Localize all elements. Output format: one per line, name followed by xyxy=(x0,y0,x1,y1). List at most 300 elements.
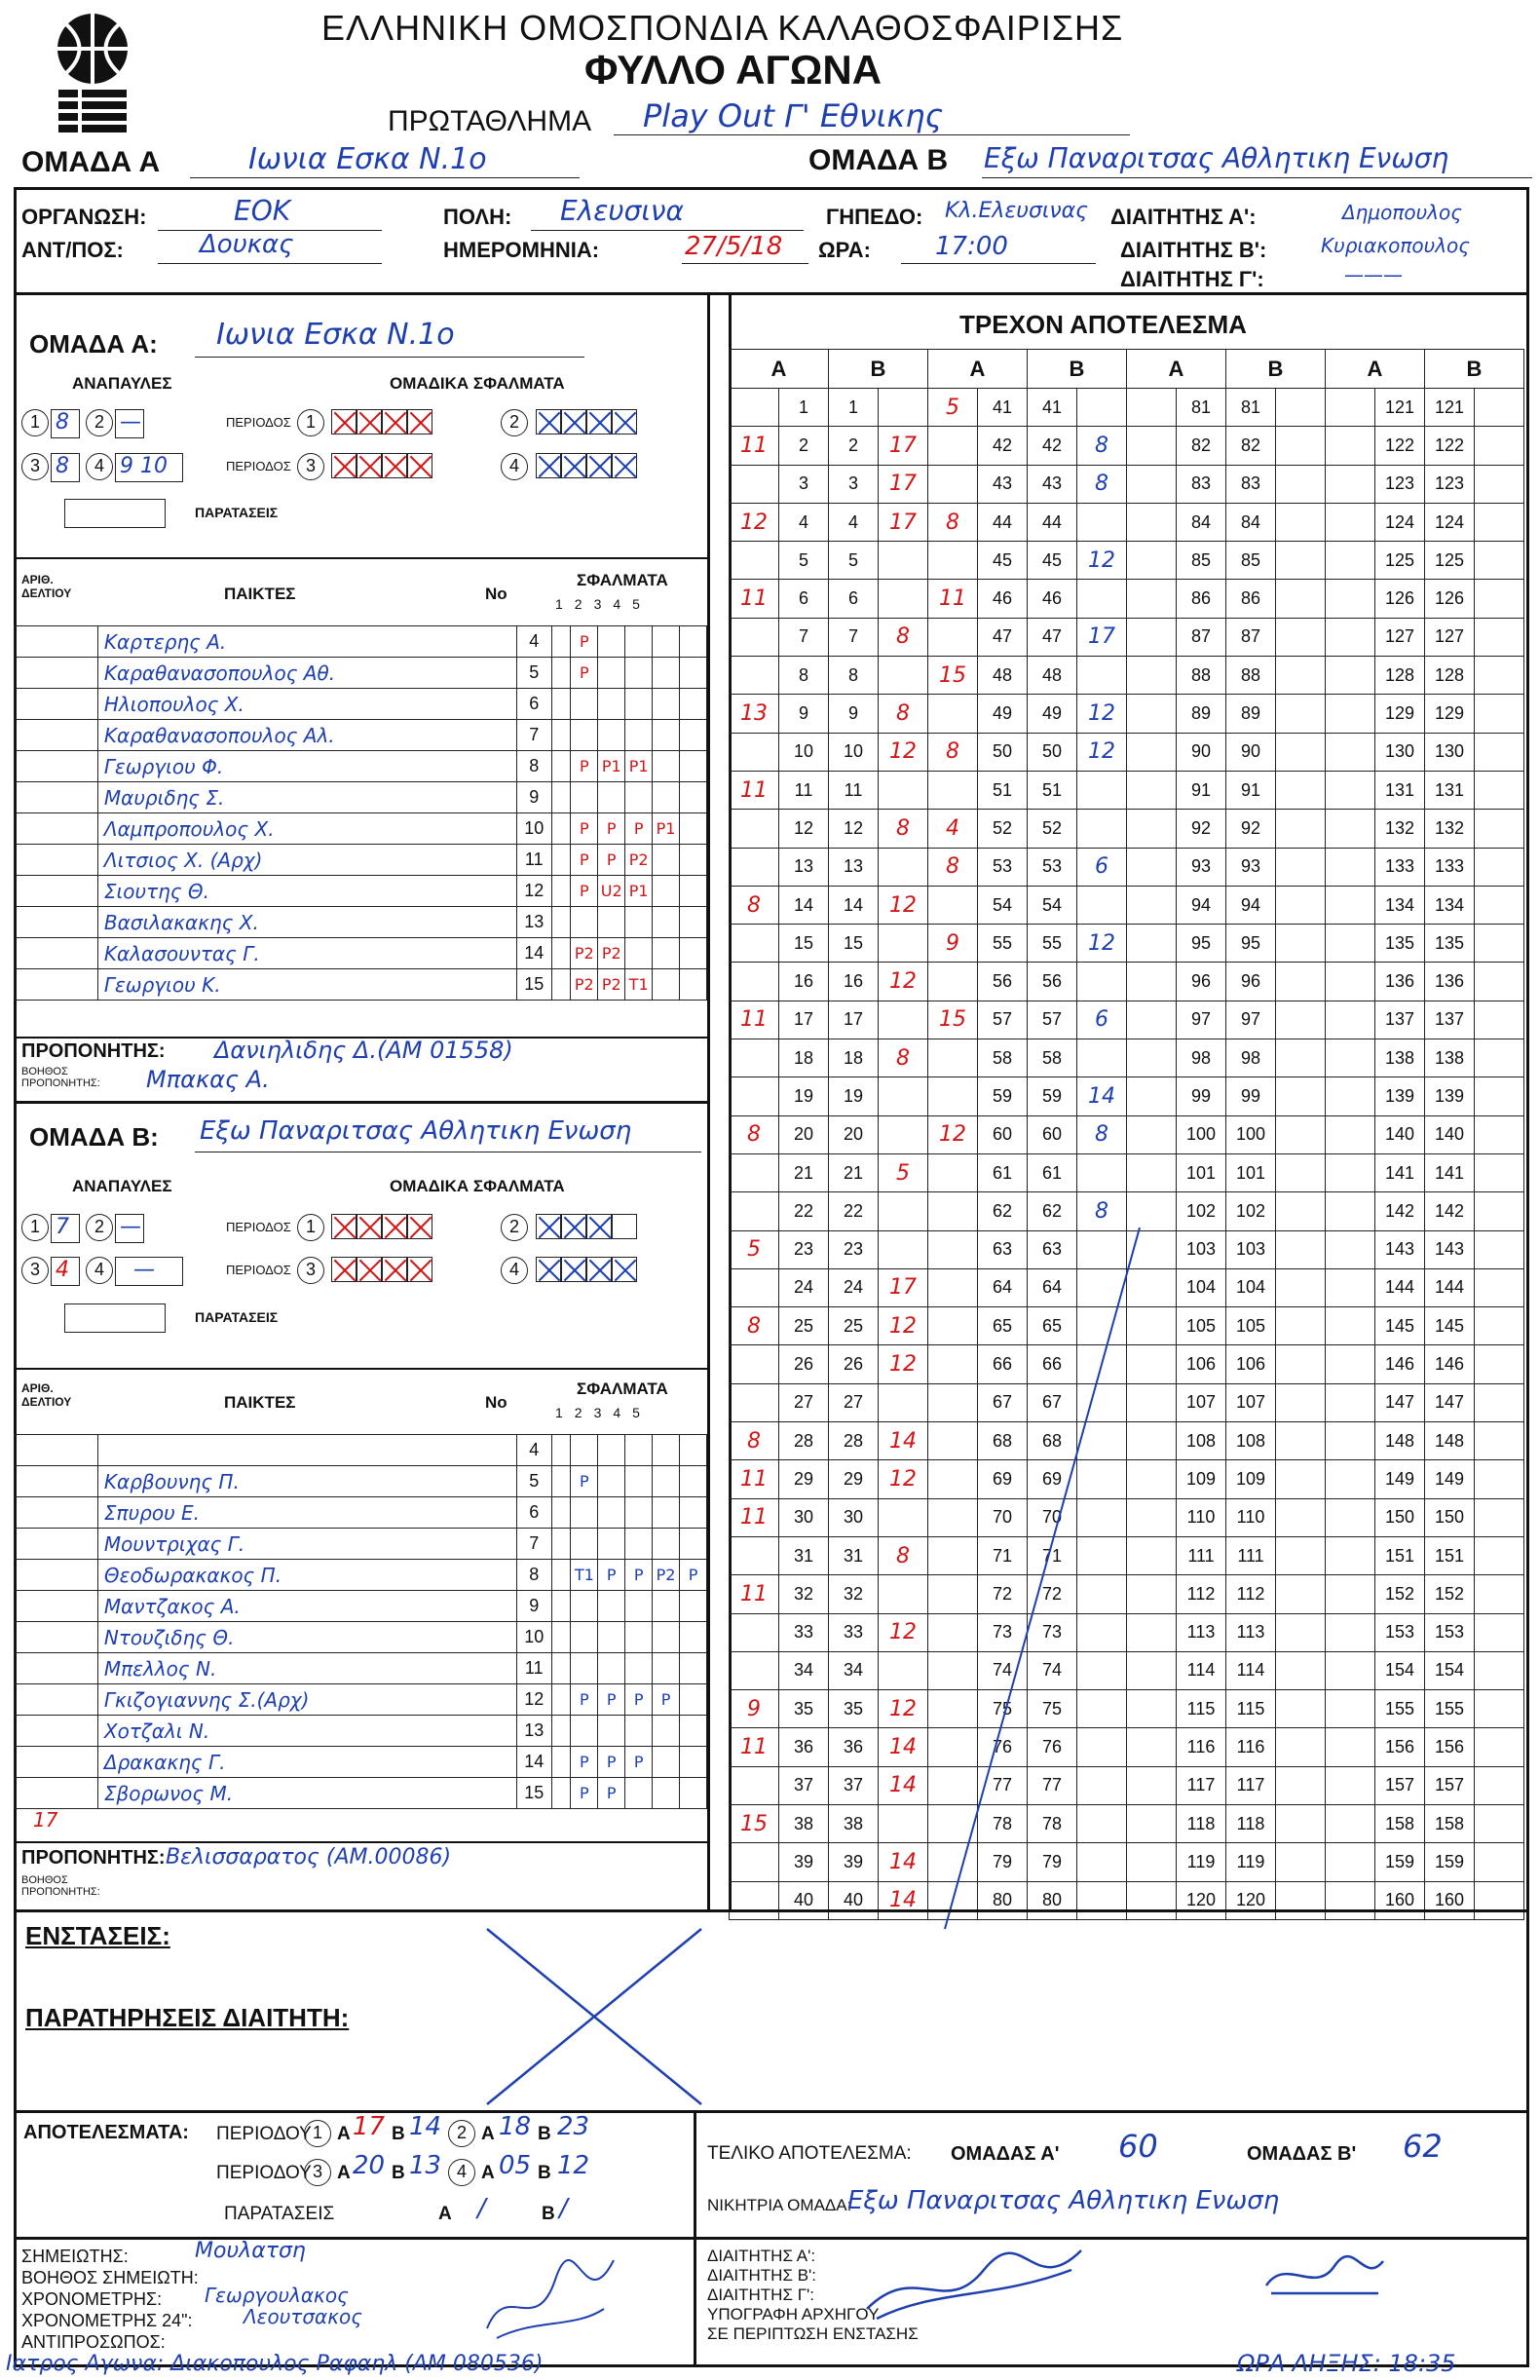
score-num-a: 57 xyxy=(978,1001,1028,1039)
score-num-b: 99 xyxy=(1226,1077,1276,1115)
starter-mark xyxy=(552,1591,571,1622)
score-num-a: 5 xyxy=(779,542,829,580)
p3-b: 13 xyxy=(409,2151,442,2180)
score-num-b: 66 xyxy=(1028,1345,1077,1383)
score-num-b: 15 xyxy=(829,925,879,963)
player-number: 11 xyxy=(516,1653,552,1684)
score-mark-a: 8 xyxy=(928,848,978,886)
score-num-a: 93 xyxy=(1177,848,1226,886)
score-mark-b xyxy=(879,657,928,695)
score-mark-a xyxy=(1326,1575,1375,1613)
score-num-a: 71 xyxy=(978,1536,1028,1574)
score-num-a: 62 xyxy=(978,1192,1028,1230)
score-col-header: Β xyxy=(829,350,928,389)
score-num-b: 63 xyxy=(1028,1230,1077,1268)
score-num-a: 144 xyxy=(1375,1268,1425,1306)
score-mark-b: 8 xyxy=(879,810,928,848)
score-num-a: 129 xyxy=(1375,695,1425,733)
player-number: 10 xyxy=(516,813,552,845)
fouls-numbers: 12345 xyxy=(555,596,652,612)
player-number: 6 xyxy=(516,689,552,720)
score-num-b: 154 xyxy=(1425,1651,1475,1689)
score-mark-b xyxy=(1475,1498,1524,1536)
score-mark-b xyxy=(1276,1728,1326,1766)
score-mark-b xyxy=(1276,1422,1326,1460)
score-mark-a: 15 xyxy=(730,1804,779,1842)
res-a-label-2: A xyxy=(481,2124,495,2144)
score-num-b: 153 xyxy=(1425,1613,1475,1651)
team-b-foul-p4-4 xyxy=(612,1257,637,1282)
score-mark-a: 8 xyxy=(730,1422,779,1460)
representative-label: ΑΝΤΙΠΡΟΣΩΠΟΣ: xyxy=(21,2332,166,2352)
date-value: 27/5/18 xyxy=(685,232,783,261)
team-a-foul-p1-2 xyxy=(357,409,382,434)
score-mark-b xyxy=(879,925,928,963)
team-a-to-3: 8 xyxy=(51,453,80,482)
foul-cell xyxy=(571,720,598,751)
championship-label: ΠΡΩΤΑΘΛΗΜΑ xyxy=(388,105,592,137)
score-num-a: 3 xyxy=(779,465,829,503)
score-mark-b xyxy=(879,389,928,427)
score-mark-a xyxy=(1326,1881,1375,1919)
score-mark-b: 12 xyxy=(879,733,928,771)
score-mark-a xyxy=(730,1039,779,1077)
rep-value: Δουκας xyxy=(200,230,294,259)
federation-name: ΕΛΛΗΝΙΚΗ ΟΜΟΣΠΟΝΔΙΑ ΚΑΛΑΘΟΣΦΑΙΡΙΣΗΣ xyxy=(321,8,1124,48)
score-num-b: 132 xyxy=(1425,810,1475,848)
score-num-b: 27 xyxy=(829,1383,879,1421)
score-mark-b xyxy=(1475,925,1524,963)
foul-cell xyxy=(653,1466,680,1497)
score-num-a: 75 xyxy=(978,1690,1028,1728)
license-cell xyxy=(15,907,98,938)
score-row xyxy=(730,963,1524,1001)
score-mark-a xyxy=(1127,886,1177,924)
team-a-foul-p3-1 xyxy=(331,453,357,478)
starter-mark xyxy=(552,1466,571,1497)
score-num-b: 11 xyxy=(829,771,879,809)
player-name: Καρβουνης Π. xyxy=(97,1466,516,1497)
score-num-b: 138 xyxy=(1425,1039,1475,1077)
score-num-a: 125 xyxy=(1375,542,1425,580)
team-a-coach-label: ΠΡΟΠΟΝΗΤΗΣ: xyxy=(21,1040,166,1062)
score-mark-b xyxy=(879,1115,928,1153)
score-num-a: 138 xyxy=(1375,1039,1425,1077)
team-b-to-1: 7 xyxy=(51,1214,80,1243)
score-mark-b xyxy=(1276,1575,1326,1613)
license-cell xyxy=(15,1591,98,1622)
player-name: Θεοδωρακακος Π. xyxy=(97,1560,516,1591)
license-cell xyxy=(15,969,98,1001)
score-mark-b xyxy=(1077,503,1127,541)
score-num-b: 158 xyxy=(1425,1804,1475,1842)
team-b-fouls-label: ΟΜΑΔΙΚΑ ΣΦΑΛΜΑΤΑ xyxy=(390,1177,565,1195)
foul-cell: P xyxy=(598,845,625,876)
score-mark-a xyxy=(1127,1039,1177,1077)
ref2-value: Κυριακοπουλος xyxy=(1321,234,1471,257)
foul-cell: P xyxy=(680,1560,707,1591)
score-mark-b xyxy=(1475,542,1524,580)
score-mark-b xyxy=(1475,503,1524,541)
score-num-b: 42 xyxy=(1028,427,1077,465)
score-mark-a: 8 xyxy=(730,886,779,924)
score-num-b: 29 xyxy=(829,1460,879,1498)
score-mark-a xyxy=(1326,1728,1375,1766)
score-num-b: 137 xyxy=(1425,1001,1475,1039)
ref1-label: ΔΙΑΙΤΗΤΗΣ Α': xyxy=(1110,205,1257,229)
foul-cell xyxy=(625,689,653,720)
score-num-a: 137 xyxy=(1375,1001,1425,1039)
foul-cell xyxy=(625,1497,653,1529)
foul-cell xyxy=(653,969,680,1001)
score-num-a: 65 xyxy=(978,1307,1028,1345)
foul-cell xyxy=(680,626,707,658)
score-mark-a xyxy=(730,733,779,771)
foul-cell: P xyxy=(598,813,625,845)
score-num-b: 108 xyxy=(1226,1422,1276,1460)
void-lines xyxy=(701,1228,1247,1948)
score-mark-a xyxy=(1326,1345,1375,1383)
score-num-b: 58 xyxy=(1028,1039,1077,1077)
score-num-a: 15 xyxy=(779,925,829,963)
score-num-a: 50 xyxy=(978,733,1028,771)
team-a-asst-coach: Μπακας Α. xyxy=(146,1066,270,1093)
player-number: 7 xyxy=(516,720,552,751)
score-num-b: 100 xyxy=(1226,1115,1276,1153)
team-a-foul-p2-3 xyxy=(586,409,612,434)
referee-signature xyxy=(857,2241,1091,2328)
score-row xyxy=(730,580,1524,618)
score-mark-a xyxy=(1127,733,1177,771)
score-mark-a: 11 xyxy=(730,1460,779,1498)
city-value: Ελευσινα xyxy=(560,195,684,227)
score-mark-b: 12 xyxy=(879,1460,928,1498)
res-b-label-1: B xyxy=(392,2124,405,2144)
score-num-a: 107 xyxy=(1177,1383,1226,1421)
score-mark-a xyxy=(928,427,978,465)
foul-cell xyxy=(571,1435,598,1466)
score-mark-b: 12 xyxy=(1077,925,1127,963)
foul-cell: P xyxy=(571,845,598,876)
score-mark-a xyxy=(928,771,978,809)
score-mark-b xyxy=(1475,657,1524,695)
score-num-a: 84 xyxy=(1177,503,1226,541)
score-mark-a xyxy=(1326,1651,1375,1689)
period-circle-3: 3 xyxy=(297,453,324,480)
foul-cell xyxy=(680,876,707,907)
team-a-coach: Δανιηλιδης Δ.(ΑΜ 01558) xyxy=(214,1037,513,1064)
score-mark-b xyxy=(879,848,928,886)
score-mark-b xyxy=(1276,1077,1326,1115)
score-mark-b: 12 xyxy=(1077,733,1127,771)
foul-cell xyxy=(625,1778,653,1809)
score-mark-b: 8 xyxy=(1077,465,1127,503)
b-timeout-circle-1: 1 xyxy=(21,1214,49,1241)
timeout-circle-4: 4 xyxy=(86,453,113,480)
score-mark-b xyxy=(1475,1192,1524,1230)
time-label: ΩΡΑ: xyxy=(818,238,871,262)
license-cell xyxy=(15,626,98,658)
score-mark-a xyxy=(1326,1422,1375,1460)
player-number: 5 xyxy=(516,1466,552,1497)
score-mark-a: 8 xyxy=(730,1307,779,1345)
score-mark-b xyxy=(1475,771,1524,809)
score-mark-a xyxy=(730,810,779,848)
b-timeout-circle-2: 2 xyxy=(86,1214,113,1241)
foul-cell xyxy=(653,1778,680,1809)
team-a-to-4: 9 10 xyxy=(115,453,183,482)
player-number: 15 xyxy=(516,969,552,1001)
score-num-b: 129 xyxy=(1425,695,1475,733)
b-players-header: ΠΑΙΚΤΕΣ xyxy=(224,1393,296,1412)
score-mark-b: 12 xyxy=(879,1345,928,1383)
team-b-foul-p4-2 xyxy=(561,1257,586,1282)
score-num-a: 2 xyxy=(779,427,829,465)
score-num-b: 105 xyxy=(1226,1307,1276,1345)
score-row xyxy=(730,1115,1524,1153)
score-num-b: 88 xyxy=(1226,657,1276,695)
player-name: Καραθανασοπουλος Αλ. xyxy=(97,720,516,751)
foul-cell xyxy=(653,876,680,907)
license-cell xyxy=(15,876,98,907)
score-num-b: 130 xyxy=(1425,733,1475,771)
player-name: Μπελλος Ν. xyxy=(97,1653,516,1684)
score-num-a: 34 xyxy=(779,1651,829,1689)
score-num-b: 62 xyxy=(1028,1192,1077,1230)
score-mark-a: 11 xyxy=(730,1575,779,1613)
score-mark-a xyxy=(1326,886,1375,924)
b-period-circle-2: 2 xyxy=(501,1214,528,1241)
player-name: Ηλιοπουλος Χ. xyxy=(97,689,516,720)
foul-cell xyxy=(625,1435,653,1466)
score-mark-a: 9 xyxy=(928,925,978,963)
score-mark-b xyxy=(1276,1039,1326,1077)
score-num-b: 37 xyxy=(829,1766,879,1804)
p4-b: 12 xyxy=(557,2151,590,2180)
score-num-a: 45 xyxy=(978,542,1028,580)
score-num-b: 87 xyxy=(1226,618,1276,656)
license-cell xyxy=(15,938,98,969)
score-mark-b xyxy=(1077,1039,1127,1077)
score-num-a: 36 xyxy=(779,1728,829,1766)
score-num-b: 122 xyxy=(1425,427,1475,465)
foul-cell xyxy=(680,751,707,782)
score-num-a: 9 xyxy=(779,695,829,733)
score-mark-a xyxy=(730,963,779,1001)
score-mark-b: 14 xyxy=(879,1766,928,1804)
foul-cell xyxy=(598,658,625,689)
score-mark-b xyxy=(1475,1651,1524,1689)
starter-mark xyxy=(552,658,571,689)
score-mark-a: 11 xyxy=(730,1001,779,1039)
ot-b: / xyxy=(559,2194,568,2223)
score-num-b: 7 xyxy=(829,618,879,656)
foul-cell xyxy=(598,907,625,938)
score-num-a: 150 xyxy=(1375,1498,1425,1536)
score-mark-a: 15 xyxy=(928,657,978,695)
foul-cell xyxy=(680,813,707,845)
score-num-a: 59 xyxy=(978,1077,1028,1115)
score-mark-a xyxy=(1326,1766,1375,1804)
overtimes-label: ΠΑΡΑΤΑΣΕΙΣ xyxy=(224,2204,335,2224)
score-num-a: 64 xyxy=(978,1268,1028,1306)
score-num-b: 31 xyxy=(829,1536,879,1574)
score-num-a: 4 xyxy=(779,503,829,541)
score-num-a: 76 xyxy=(978,1728,1028,1766)
score-num-b: 145 xyxy=(1425,1307,1475,1345)
score-num-b: 110 xyxy=(1226,1498,1276,1536)
score-row xyxy=(730,427,1524,465)
foul-cell: P1 xyxy=(598,751,625,782)
score-num-a: 155 xyxy=(1375,1690,1425,1728)
score-num-b: 60 xyxy=(1028,1115,1077,1153)
score-num-b: 44 xyxy=(1028,503,1077,541)
team-a-player-row xyxy=(15,907,707,938)
score-num-a: 17 xyxy=(779,1001,829,1039)
foul-cell xyxy=(598,626,625,658)
b-license-header: ΑΡΙΘ. ΔΕΛΤΙΟΥ xyxy=(21,1381,72,1409)
score-mark-b: 17 xyxy=(879,465,928,503)
score-mark-a xyxy=(1326,733,1375,771)
score-mark-b xyxy=(1077,580,1127,618)
score-num-a: 78 xyxy=(978,1804,1028,1842)
score-row xyxy=(730,1077,1524,1115)
team-a-player-row xyxy=(15,626,707,658)
p1-b: 14 xyxy=(409,2112,442,2141)
team-a-foul-p1-1 xyxy=(331,409,357,434)
score-mark-b xyxy=(1475,1460,1524,1498)
score-mark-a xyxy=(1127,580,1177,618)
license-cell xyxy=(15,782,98,813)
score-num-b: 10 xyxy=(829,733,879,771)
period-circle-1: 1 xyxy=(297,409,324,436)
score-num-b: 95 xyxy=(1226,925,1276,963)
foul-cell xyxy=(625,1591,653,1622)
foul-cell: P xyxy=(598,1684,625,1716)
score-mark-b: 8 xyxy=(879,1536,928,1574)
team-b-foul-p3-2 xyxy=(357,1257,382,1282)
score-row xyxy=(730,810,1524,848)
score-num-b: 43 xyxy=(1028,465,1077,503)
team-b-header-value: Εξω Παναριτσας Αθλητικη Ενωση xyxy=(984,142,1449,174)
score-mark-b xyxy=(1276,848,1326,886)
score-num-b: 103 xyxy=(1226,1230,1276,1268)
score-num-b: 146 xyxy=(1425,1345,1475,1383)
score-mark-a xyxy=(1326,1613,1375,1651)
foul-cell xyxy=(625,782,653,813)
score-mark-a xyxy=(1326,695,1375,733)
team-b-foul-p3-1 xyxy=(331,1257,357,1282)
res-circle-3: 3 xyxy=(304,2159,331,2186)
score-mark-a xyxy=(730,1153,779,1191)
score-mark-a: 4 xyxy=(928,810,978,848)
score-mark-b xyxy=(1276,1613,1326,1651)
score-mark-b xyxy=(1276,1804,1326,1842)
team-b-coach-label: ΠΡΟΠΟΝΗΤΗΣ: xyxy=(21,1847,166,1869)
final-label: ΤΕΛΙΚΟ ΑΠΟΤΕΛΕΣΜΑ: xyxy=(707,2143,912,2164)
score-num-b: 23 xyxy=(829,1230,879,1268)
ref3-value: ——— xyxy=(1344,263,1403,286)
score-num-a: 26 xyxy=(779,1345,829,1383)
score-num-b: 61 xyxy=(1028,1153,1077,1191)
score-num-a: 90 xyxy=(1177,733,1226,771)
score-num-a: 92 xyxy=(1177,810,1226,848)
score-mark-a: 12 xyxy=(730,503,779,541)
team-a-foul-p3-3 xyxy=(382,453,407,478)
score-mark-b xyxy=(1276,1001,1326,1039)
score-mark-b xyxy=(1276,1843,1326,1881)
score-mark-b: 12 xyxy=(1077,695,1127,733)
foul-cell xyxy=(680,720,707,751)
score-mark-a: 13 xyxy=(730,695,779,733)
score-mark-b xyxy=(1475,1690,1524,1728)
score-mark-b xyxy=(1475,1575,1524,1613)
score-num-b: 92 xyxy=(1226,810,1276,848)
score-num-a: 114 xyxy=(1177,1651,1226,1689)
score-mark-b xyxy=(879,771,928,809)
score-num-a: 61 xyxy=(978,1153,1028,1191)
score-num-a: 68 xyxy=(978,1422,1028,1460)
score-num-a: 98 xyxy=(1177,1039,1226,1077)
score-mark-b: 12 xyxy=(879,886,928,924)
score-num-b: 19 xyxy=(829,1077,879,1115)
score-num-a: 21 xyxy=(779,1153,829,1191)
score-mark-b xyxy=(1077,771,1127,809)
foul-cell xyxy=(653,1497,680,1529)
license-cell xyxy=(15,1684,98,1716)
score-mark-b xyxy=(1276,542,1326,580)
score-num-b: 121 xyxy=(1425,389,1475,427)
license-cell xyxy=(15,845,98,876)
score-num-a: 147 xyxy=(1375,1383,1425,1421)
foul-cell: P xyxy=(571,876,598,907)
org-value: ΕΟΚ xyxy=(234,195,291,227)
player-name: Μαυριδης Σ. xyxy=(97,782,516,813)
license-cell xyxy=(15,751,98,782)
score-mark-a xyxy=(1326,503,1375,541)
player-name: Σπυρου Ε. xyxy=(97,1497,516,1529)
score-mark-a xyxy=(1127,810,1177,848)
player-name: Καρτερης Α. xyxy=(97,626,516,658)
score-mark-a xyxy=(730,618,779,656)
score-mark-a xyxy=(928,465,978,503)
score-mark-a xyxy=(1326,1804,1375,1842)
team-b-timeouts-label: ΑΝΑΠΑΥΛΕΣ xyxy=(72,1177,172,1195)
license-cell xyxy=(15,689,98,720)
score-mark-b: 14 xyxy=(879,1843,928,1881)
score-row xyxy=(730,1039,1524,1077)
score-mark-b xyxy=(1276,963,1326,1001)
score-mark-a xyxy=(1127,465,1177,503)
score-mark-a xyxy=(1127,963,1177,1001)
score-mark-b xyxy=(1475,1613,1524,1651)
score-mark-a xyxy=(1127,657,1177,695)
score-mark-b: 12 xyxy=(879,1690,928,1728)
score-num-b: 127 xyxy=(1425,618,1475,656)
players-header: ΠΑΙΚΤΕΣ xyxy=(224,585,296,603)
score-num-b: 136 xyxy=(1425,963,1475,1001)
team-b-player-row xyxy=(15,1622,707,1653)
team-a-player-row xyxy=(15,969,707,1001)
team-b-player-row xyxy=(15,1466,707,1497)
score-mark-b xyxy=(1276,1153,1326,1191)
score-mark-a: 5 xyxy=(730,1230,779,1268)
score-mark-a xyxy=(1127,848,1177,886)
score-num-a: 118 xyxy=(1177,1804,1226,1842)
score-mark-b xyxy=(1475,580,1524,618)
score-num-a: 89 xyxy=(1177,695,1226,733)
score-num-a: 32 xyxy=(779,1575,829,1613)
